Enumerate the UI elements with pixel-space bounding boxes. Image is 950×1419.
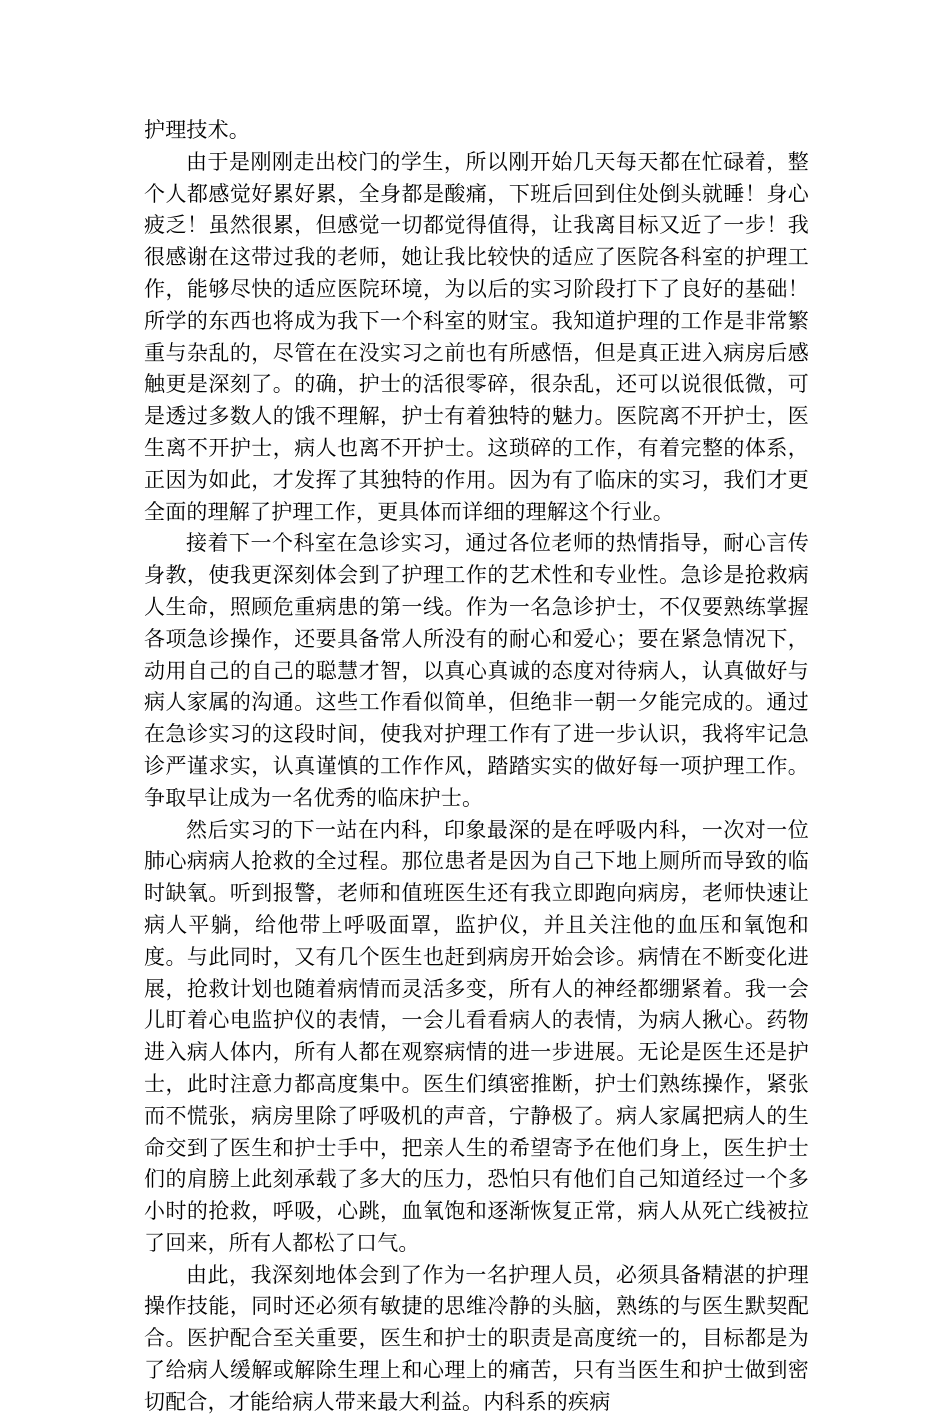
- paragraph-reflection: 由此，我深刻地体会到了作为一名护理人员，必须具备精湛的护理操作技能，同时还必须有敏捷的思维冷静的头脑，熟练的与医生默契配合。医护配合至关重要，医生和护士的职责是高度统一的，目标都是为了给病人缓解或解除生理上和心理上的痛苦，只有当医生和护士做到密切配合，才能给病人带来最大利益。内科系的疾病: [144, 1262, 809, 1414]
- paragraph-emergency: 接着下一个科室在急诊实习，通过各位老师的热情指导，耐心言传身教，使我更深刻体会到了护理工作的艺术性和专业性。急诊是抢救病人生命，照顾危重病患的第一线。作为一名急诊护士，不仅要熟练掌握各项急诊操作，还要具备常人所没有的耐心和爱心；要在紧急情况下，动用自己的自己的聪慧才智，以真心真诚的态度对待病人，认真做好与病人家属的沟通。这些工作看似简单，但绝非一朝一夕能完成的。通过在急诊实习的这段时间，使我对护理工作有了进一步认识，我将牢记急诊严谨求实，认真谨慎的工作作风，踏踏实实的做好每一项护理工作。争取早让成为一名优秀的临床护士。: [144, 531, 809, 810]
- paragraph-first-week: 由于是刚刚走出校门的学生，所以刚开始几天每天都在忙碌着，整个人都感觉好累好累，全身都是酸痛，下班后回到住处倒头就睡！身心疲乏！虽然很累，但感觉一切都觉得值得，让我离目标又近了一步！我很感谢在这带过我的老师，她让我比较快的适应了医院各科室的护理工作，能够尽快的适应医院环境，为以后的实习阶段打下了良好的基础！所学的东西也将成为我下一个科室的财宝。我知道护理的工作是非常繁重与杂乱的，尽管在在没实习之前也有所感悟，但是真正进入病房后感触更是深刻了。的确，护士的活很零碎，很杂乱，还可以说很低微，可是透过多数人的饿不理解，护士有着独特的魅力。医院离不开护士，医生离不开护士，病人也离不开护士。这琐碎的工作，有着完整的体系，正因为如此，才发挥了其独特的作用。因为有了临床的实习，我们才更全面的理解了护理工作，更具体而详细的理解这个行业。: [144, 149, 809, 524]
- document-body: [144, 115, 809, 1419]
- paragraph-internal-medicine: 然后实习的下一站在内科，印象最深的是在呼吸内科，一次对一位肺心病病人抢救的全过程。那位患者是因为自己下地上厕所而导致的临时缺氧。听到报警，老师和值班医生还有我立即跑向病房，老师快速让病人平躺，给他带上呼吸面罩，监护仪，并且关注他的血压和氧饱和度。与此同时，又有几个医生也赶到病房开始会诊。病情在不断变化进展，抢救计划也随着病情而灵活多变，所有人的神经都绷紧着。我一会儿盯着心电监护仪的表情，一会儿看看病人的表情，为病人揪心。药物进入病人体内，所有人都在观察病情的进一步进展。无论是医生还是护士，此时注意力都高度集中。医生们缜密推断，护士们熟练操作，紧张而不慌张，病房里除了呼吸机的声音，宁静极了。病人家属把病人的生命交到了医生和护士手中，把亲人生的希望寄予在他们身上，医生护士们的肩膀上此刻承载了多大的压力，恐怕只有他们自己知道经过一个多小时的抢救，呼吸，心跳，血氧饱和逐渐恢复正常，病人从死亡线被拉了回来，所有人都松了口气。: [144, 817, 809, 1255]
- paragraph-continuation: 护理技术。: [144, 118, 250, 142]
